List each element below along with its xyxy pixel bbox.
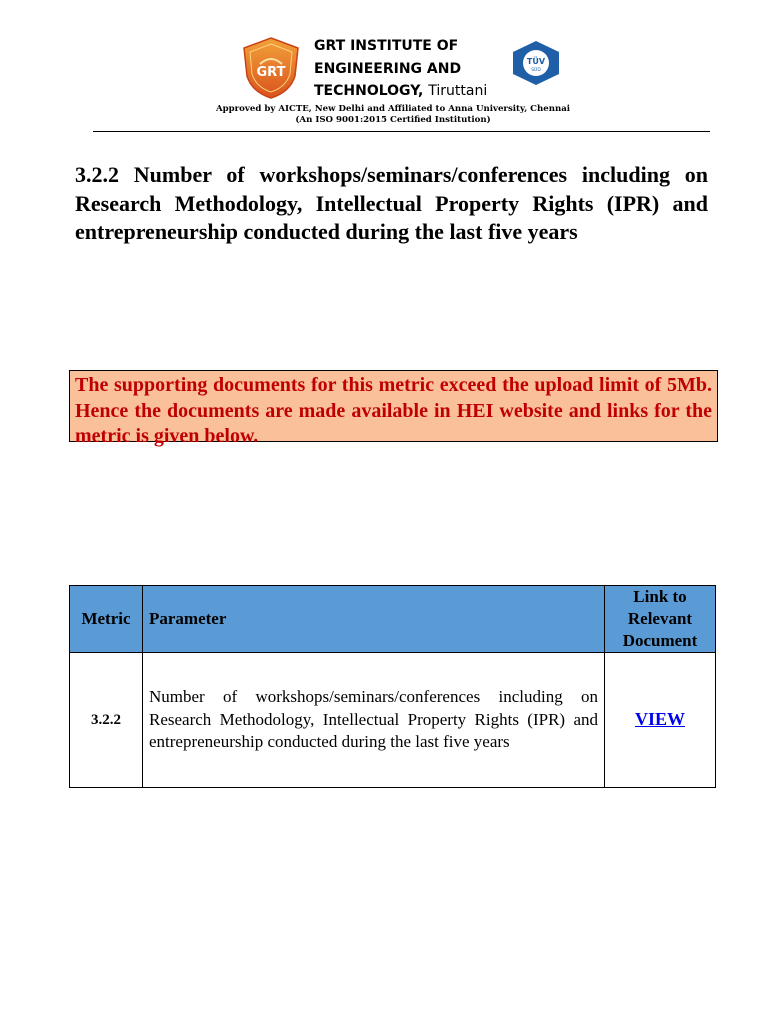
metric-cell: 3.2.2 <box>70 653 143 788</box>
institute-name-line1: GRT INSTITUTE OF <box>314 38 459 54</box>
institute-name <box>314 35 514 103</box>
approval-text <box>150 104 636 126</box>
institute-place: Tiruttani <box>428 83 488 99</box>
header-link: Link to Relevant Document <box>605 586 716 653</box>
grt-logo-icon <box>240 36 302 100</box>
link-cell <box>605 653 716 788</box>
view-document-link[interactable]: VIEW <box>634 709 685 730</box>
header-metric: Metric <box>70 586 143 653</box>
metric-table <box>69 585 716 788</box>
approval-line2: (An ISO 9001:2015 Certified Institution) <box>295 115 491 125</box>
approval-line1: Approved by AICTE, New Delhi and Affiliated to Anna University, Chennai <box>215 104 571 114</box>
table-row <box>70 653 716 788</box>
header-divider <box>93 131 710 132</box>
institute-name-line3: TECHNOLOGY, Tiruttani <box>314 83 488 99</box>
table-header-row <box>70 586 716 653</box>
svg-text:GRT: GRT <box>256 65 286 80</box>
svg-text:TÜV: TÜV <box>526 57 546 66</box>
upload-limit-notice: The supporting documents for this metric exceed the upload limit of 5Mb. Hence the documents are made available in HEI website and links for the metric is given below. <box>69 370 718 442</box>
page-title: 3.2.2 Number of workshops/seminars/conferences including on Research Methodology, Intellectual Property Rights (IPR) and entrepreneurship conducted during the last five years <box>75 162 708 244</box>
svg-text:SÜD: SÜD <box>531 68 541 73</box>
parameter-cell: Number of workshops/seminars/conferences including on Research Methodology, Intellectual Property Rights (IPR) and entrepreneurship conducted during the last five years <box>143 653 605 788</box>
tuv-certification-icon <box>510 40 562 86</box>
institute-name-line2: ENGINEERING AND <box>314 60 462 77</box>
header-parameter: Parameter <box>143 586 605 653</box>
